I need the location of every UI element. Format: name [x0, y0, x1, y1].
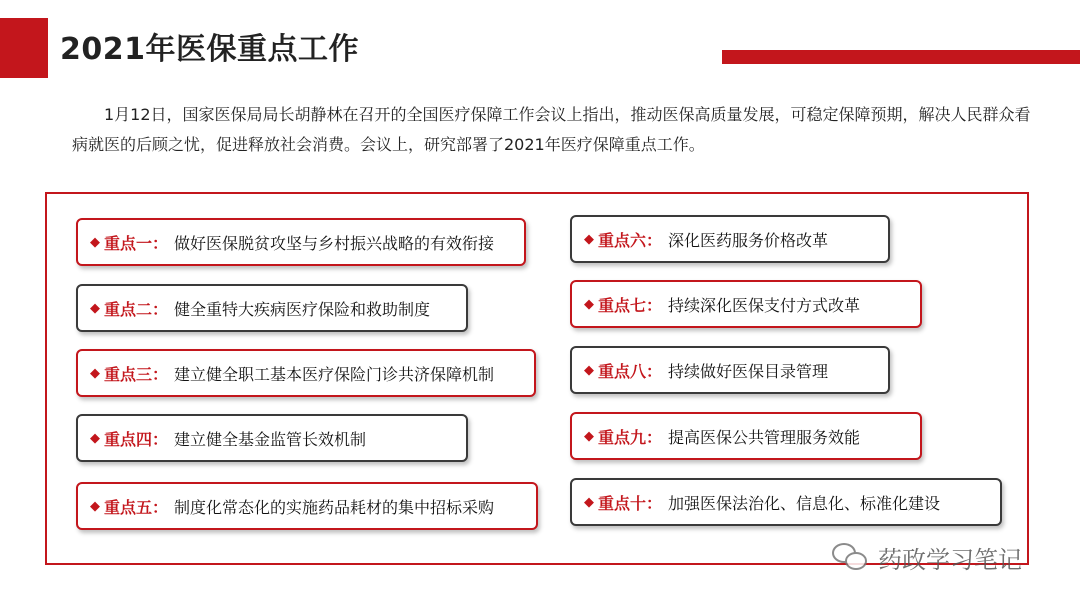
diamond-bullet-icon: ◆	[584, 362, 594, 378]
key-point-text: 持续做好医保目录管理	[668, 361, 829, 381]
key-point-colon: ：	[152, 364, 169, 384]
key-point-10	[570, 478, 1002, 526]
diamond-bullet-icon: ◆	[90, 365, 100, 381]
key-point-label: 重点一	[104, 233, 153, 253]
intro-text: 1月12日，国家医保局局长胡静林在召开的全国医疗保障工作会议上指出，推动医保高质量发展，可稳定保障预期，解决人民群众看病就医的后顾之忧，促进释放社会消费。会议上，研究部署了2021年医疗保障重点工作。	[72, 105, 1031, 154]
key-point-text: 制度化常态化的实施药品耗材的集中招标采购	[174, 497, 495, 517]
key-point-label: 重点十	[598, 493, 647, 513]
key-point-colon: ：	[646, 427, 663, 447]
diamond-bullet-icon: ◆	[584, 428, 594, 444]
key-point-colon: ：	[152, 233, 169, 253]
key-point-text: 加强医保法治化、信息化、标准化建设	[668, 493, 941, 513]
key-point-colon: ：	[152, 299, 169, 319]
key-point-4	[76, 414, 468, 462]
key-point-8	[570, 346, 890, 394]
key-point-1	[76, 218, 526, 266]
header-red-bar	[722, 50, 1080, 64]
diamond-bullet-icon: ◆	[90, 300, 100, 316]
key-point-5	[76, 482, 538, 530]
key-point-7	[570, 280, 922, 328]
key-point-9	[570, 412, 922, 460]
title-accent-block	[0, 18, 48, 78]
key-point-label: 重点六	[598, 230, 647, 250]
key-point-3	[76, 349, 536, 397]
key-point-text: 提高医保公共管理服务效能	[668, 427, 861, 447]
key-point-text: 建立健全基金监管长效机制	[174, 429, 367, 449]
wechat-icon	[832, 543, 872, 573]
page-title: 2021年医保重点工作	[60, 32, 359, 67]
key-point-label: 重点三	[104, 364, 153, 384]
key-point-colon: ：	[646, 295, 663, 315]
key-point-label: 重点二	[104, 299, 153, 319]
key-point-2	[76, 284, 468, 332]
key-point-label: 重点五	[104, 497, 153, 517]
diamond-bullet-icon: ◆	[584, 494, 594, 510]
key-point-colon: ：	[152, 497, 169, 517]
key-point-text: 做好医保脱贫攻坚与乡村振兴战略的有效衔接	[174, 233, 495, 253]
watermark	[832, 540, 1022, 575]
key-point-text: 持续深化医保支付方式改革	[668, 295, 861, 315]
key-point-colon: ：	[152, 429, 169, 449]
key-point-colon: ：	[646, 230, 663, 250]
key-point-text: 深化医药服务价格改革	[668, 230, 829, 250]
key-point-label: 重点四	[104, 429, 153, 449]
key-point-text: 建立健全职工基本医疗保险门诊共济保障机制	[174, 364, 495, 384]
key-point-label: 重点九	[598, 427, 647, 447]
watermark-text: 药政学习笔记	[878, 546, 1022, 574]
key-point-text: 健全重特大疾病医疗保险和救助制度	[174, 299, 431, 319]
diamond-bullet-icon: ◆	[90, 430, 100, 446]
key-point-colon: ：	[646, 361, 663, 381]
key-point-label: 重点八	[598, 361, 647, 381]
diamond-bullet-icon: ◆	[584, 296, 594, 312]
intro-paragraph	[72, 100, 1032, 160]
key-point-6	[570, 215, 890, 263]
key-point-colon: ：	[646, 493, 663, 513]
key-point-label: 重点七	[598, 295, 647, 315]
diamond-bullet-icon: ◆	[90, 234, 100, 250]
diamond-bullet-icon: ◆	[584, 231, 594, 247]
diamond-bullet-icon: ◆	[90, 498, 100, 514]
